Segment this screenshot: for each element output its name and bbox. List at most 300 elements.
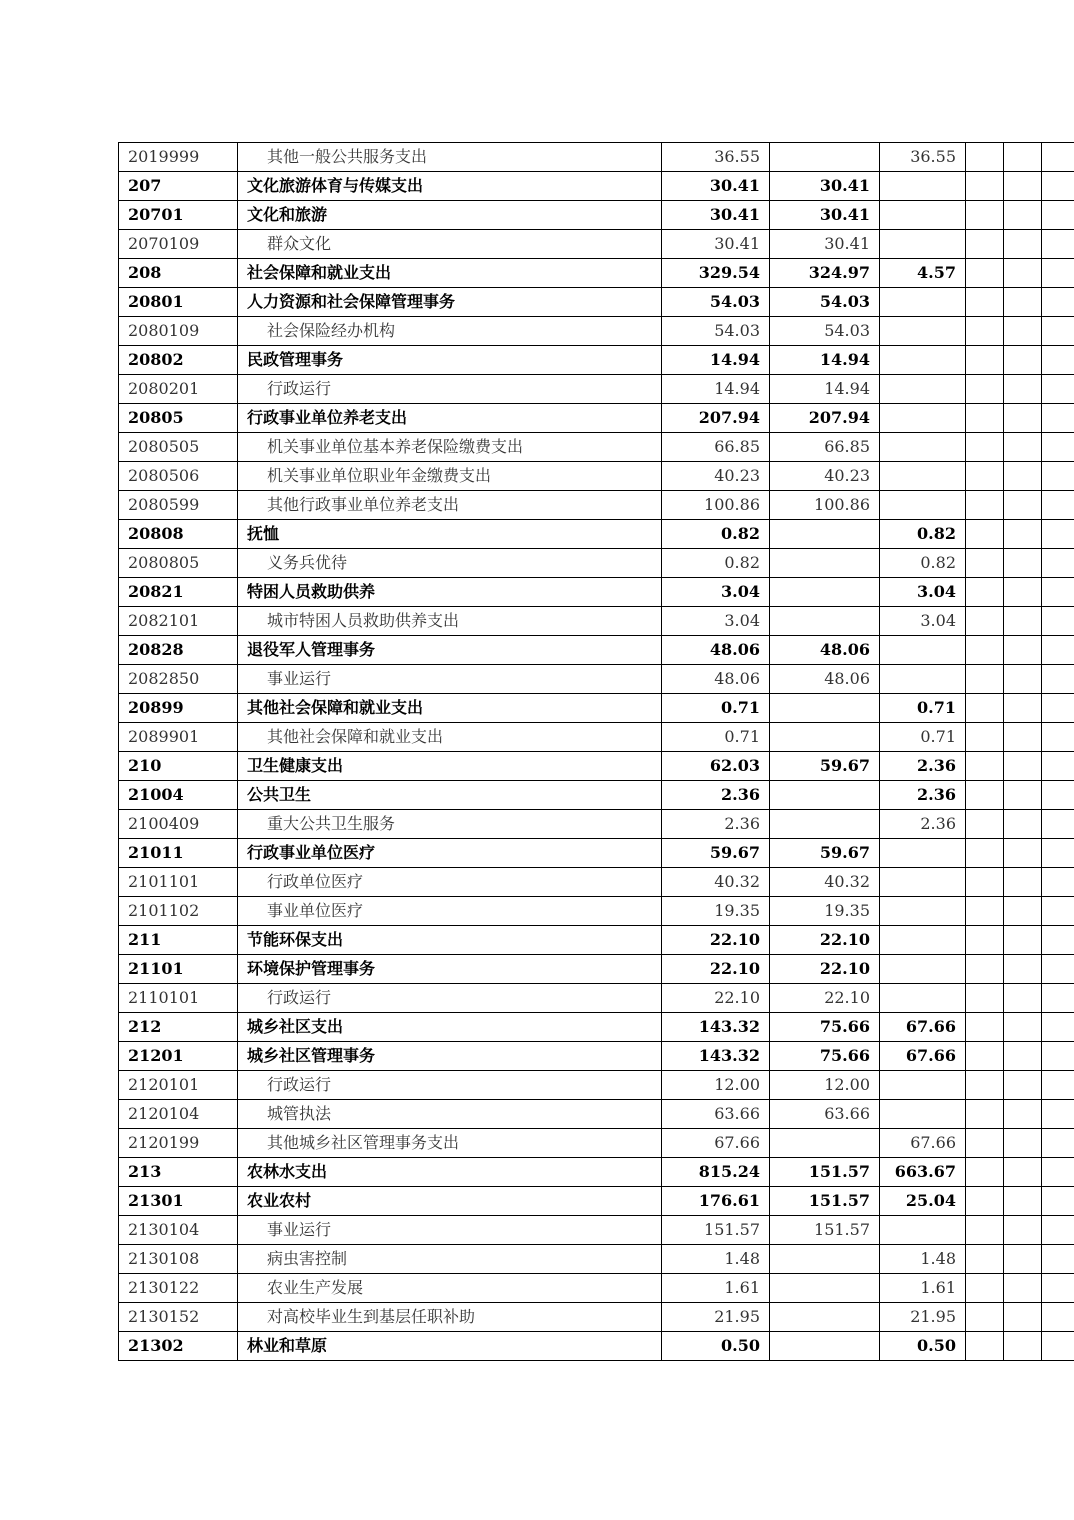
row-total: 22.10 bbox=[662, 955, 770, 984]
row-empty-3 bbox=[1042, 926, 1074, 955]
row-empty-2 bbox=[1004, 810, 1042, 839]
row-project bbox=[880, 636, 966, 665]
row-code: 2080201 bbox=[119, 375, 238, 404]
row-empty-2 bbox=[1004, 1013, 1042, 1042]
row-name: 城市特困人员救助供养支出 bbox=[238, 607, 662, 636]
row-name: 城乡社区支出 bbox=[238, 1013, 662, 1042]
row-empty-1 bbox=[966, 375, 1004, 404]
row-empty-1 bbox=[966, 1129, 1004, 1158]
row-empty-3 bbox=[1042, 839, 1074, 868]
row-basic: 12.00 bbox=[770, 1071, 880, 1100]
table-row bbox=[119, 694, 1074, 723]
row-empty-1 bbox=[966, 549, 1004, 578]
row-code: 207 bbox=[119, 172, 238, 201]
row-name: 城管执法 bbox=[238, 1100, 662, 1129]
row-basic: 48.06 bbox=[770, 636, 880, 665]
row-basic bbox=[770, 143, 880, 172]
row-basic bbox=[770, 1332, 880, 1361]
row-project bbox=[880, 201, 966, 230]
row-empty-1 bbox=[966, 1013, 1004, 1042]
row-basic: 54.03 bbox=[770, 317, 880, 346]
row-empty-3 bbox=[1042, 694, 1074, 723]
row-project: 2.36 bbox=[880, 781, 966, 810]
row-empty-2 bbox=[1004, 1187, 1042, 1216]
row-empty-2 bbox=[1004, 1332, 1042, 1361]
row-basic: 66.85 bbox=[770, 433, 880, 462]
row-empty-3 bbox=[1042, 1042, 1074, 1071]
row-project bbox=[880, 462, 966, 491]
row-total: 67.66 bbox=[662, 1129, 770, 1158]
row-project: 4.57 bbox=[880, 259, 966, 288]
row-empty-3 bbox=[1042, 665, 1074, 694]
row-basic: 30.41 bbox=[770, 201, 880, 230]
row-project: 3.04 bbox=[880, 578, 966, 607]
row-name: 农林水支出 bbox=[238, 1158, 662, 1187]
row-code: 2080505 bbox=[119, 433, 238, 462]
row-empty-3 bbox=[1042, 1303, 1074, 1332]
row-empty-1 bbox=[966, 578, 1004, 607]
row-project bbox=[880, 230, 966, 259]
row-name: 特困人员救助供养 bbox=[238, 578, 662, 607]
row-name: 节能环保支出 bbox=[238, 926, 662, 955]
table-row bbox=[119, 926, 1074, 955]
row-empty-1 bbox=[966, 636, 1004, 665]
row-total: 30.41 bbox=[662, 230, 770, 259]
table-row bbox=[119, 1158, 1074, 1187]
row-project: 36.55 bbox=[880, 143, 966, 172]
row-total: 30.41 bbox=[662, 172, 770, 201]
row-empty-1 bbox=[966, 1187, 1004, 1216]
row-empty-2 bbox=[1004, 259, 1042, 288]
row-name: 行政事业单位医疗 bbox=[238, 839, 662, 868]
row-name: 退役军人管理事务 bbox=[238, 636, 662, 665]
row-basic: 22.10 bbox=[770, 984, 880, 1013]
row-name: 其他一般公共服务支出 bbox=[238, 143, 662, 172]
row-name: 抚恤 bbox=[238, 520, 662, 549]
row-total: 151.57 bbox=[662, 1216, 770, 1245]
row-total: 54.03 bbox=[662, 288, 770, 317]
row-empty-1 bbox=[966, 346, 1004, 375]
row-total: 48.06 bbox=[662, 636, 770, 665]
row-code: 2130108 bbox=[119, 1245, 238, 1274]
row-empty-2 bbox=[1004, 172, 1042, 201]
row-code: 21101 bbox=[119, 955, 238, 984]
row-empty-1 bbox=[966, 288, 1004, 317]
row-code: 20805 bbox=[119, 404, 238, 433]
row-empty-3 bbox=[1042, 1187, 1074, 1216]
row-basic: 22.10 bbox=[770, 955, 880, 984]
row-total: 22.10 bbox=[662, 926, 770, 955]
row-total: 143.32 bbox=[662, 1013, 770, 1042]
row-empty-3 bbox=[1042, 955, 1074, 984]
row-empty-1 bbox=[966, 1274, 1004, 1303]
row-empty-1 bbox=[966, 1158, 1004, 1187]
row-empty-3 bbox=[1042, 1274, 1074, 1303]
row-empty-3 bbox=[1042, 1216, 1074, 1245]
row-empty-2 bbox=[1004, 230, 1042, 259]
row-empty-2 bbox=[1004, 201, 1042, 230]
row-total: 1.48 bbox=[662, 1245, 770, 1274]
row-project: 2.36 bbox=[880, 752, 966, 781]
row-project bbox=[880, 1100, 966, 1129]
row-empty-3 bbox=[1042, 897, 1074, 926]
row-empty-2 bbox=[1004, 1071, 1042, 1100]
row-name: 文化和旅游 bbox=[238, 201, 662, 230]
row-basic: 324.97 bbox=[770, 259, 880, 288]
row-project bbox=[880, 955, 966, 984]
row-project bbox=[880, 839, 966, 868]
row-empty-3 bbox=[1042, 230, 1074, 259]
row-project bbox=[880, 375, 966, 404]
row-empty-3 bbox=[1042, 433, 1074, 462]
row-total: 1.61 bbox=[662, 1274, 770, 1303]
row-total: 22.10 bbox=[662, 984, 770, 1013]
table-row bbox=[119, 317, 1074, 346]
table-row bbox=[119, 955, 1074, 984]
row-code: 20801 bbox=[119, 288, 238, 317]
row-name: 重大公共卫生服务 bbox=[238, 810, 662, 839]
row-total: 143.32 bbox=[662, 1042, 770, 1071]
row-project: 0.71 bbox=[880, 694, 966, 723]
row-empty-2 bbox=[1004, 404, 1042, 433]
table-row bbox=[119, 375, 1074, 404]
row-empty-3 bbox=[1042, 723, 1074, 752]
row-code: 2080109 bbox=[119, 317, 238, 346]
row-empty-3 bbox=[1042, 491, 1074, 520]
row-empty-2 bbox=[1004, 375, 1042, 404]
row-basic bbox=[770, 520, 880, 549]
row-total: 2.36 bbox=[662, 810, 770, 839]
row-name: 文化旅游体育与传媒支出 bbox=[238, 172, 662, 201]
row-code: 2130122 bbox=[119, 1274, 238, 1303]
row-empty-3 bbox=[1042, 1013, 1074, 1042]
row-code: 2100409 bbox=[119, 810, 238, 839]
row-basic bbox=[770, 1274, 880, 1303]
row-empty-3 bbox=[1042, 578, 1074, 607]
row-empty-1 bbox=[966, 433, 1004, 462]
row-name: 行政运行 bbox=[238, 375, 662, 404]
row-empty-1 bbox=[966, 694, 1004, 723]
row-basic: 151.57 bbox=[770, 1187, 880, 1216]
row-basic bbox=[770, 781, 880, 810]
row-code: 2019999 bbox=[119, 143, 238, 172]
row-project bbox=[880, 868, 966, 897]
row-total: 329.54 bbox=[662, 259, 770, 288]
row-total: 48.06 bbox=[662, 665, 770, 694]
row-empty-1 bbox=[966, 1071, 1004, 1100]
row-empty-1 bbox=[966, 984, 1004, 1013]
row-empty-3 bbox=[1042, 1245, 1074, 1274]
row-basic: 54.03 bbox=[770, 288, 880, 317]
table-row bbox=[119, 1216, 1074, 1245]
row-empty-2 bbox=[1004, 781, 1042, 810]
table-row bbox=[119, 288, 1074, 317]
row-basic bbox=[770, 607, 880, 636]
row-empty-2 bbox=[1004, 1303, 1042, 1332]
table-row bbox=[119, 868, 1074, 897]
row-empty-1 bbox=[966, 1100, 1004, 1129]
row-project bbox=[880, 433, 966, 462]
row-project bbox=[880, 1071, 966, 1100]
table-row bbox=[119, 1013, 1074, 1042]
row-total: 3.04 bbox=[662, 607, 770, 636]
table-row bbox=[119, 839, 1074, 868]
row-basic bbox=[770, 1245, 880, 1274]
row-basic: 59.67 bbox=[770, 839, 880, 868]
row-empty-1 bbox=[966, 143, 1004, 172]
row-code: 21201 bbox=[119, 1042, 238, 1071]
row-basic: 19.35 bbox=[770, 897, 880, 926]
row-project: 663.67 bbox=[880, 1158, 966, 1187]
table-row bbox=[119, 1245, 1074, 1274]
row-name: 事业单位医疗 bbox=[238, 897, 662, 926]
row-basic: 48.06 bbox=[770, 665, 880, 694]
row-empty-2 bbox=[1004, 636, 1042, 665]
row-empty-2 bbox=[1004, 1100, 1042, 1129]
row-empty-2 bbox=[1004, 839, 1042, 868]
row-basic: 63.66 bbox=[770, 1100, 880, 1129]
row-project bbox=[880, 172, 966, 201]
row-code: 21004 bbox=[119, 781, 238, 810]
row-total: 59.67 bbox=[662, 839, 770, 868]
row-empty-2 bbox=[1004, 288, 1042, 317]
row-project bbox=[880, 897, 966, 926]
row-project: 0.50 bbox=[880, 1332, 966, 1361]
row-name: 群众文化 bbox=[238, 230, 662, 259]
row-code: 21011 bbox=[119, 839, 238, 868]
row-basic: 40.32 bbox=[770, 868, 880, 897]
row-empty-2 bbox=[1004, 1216, 1042, 1245]
row-code: 21301 bbox=[119, 1187, 238, 1216]
row-total: 0.50 bbox=[662, 1332, 770, 1361]
row-empty-2 bbox=[1004, 433, 1042, 462]
row-name: 公共卫生 bbox=[238, 781, 662, 810]
row-name: 人力资源和社会保障管理事务 bbox=[238, 288, 662, 317]
row-empty-2 bbox=[1004, 1274, 1042, 1303]
row-empty-2 bbox=[1004, 1042, 1042, 1071]
row-code: 212 bbox=[119, 1013, 238, 1042]
row-empty-3 bbox=[1042, 259, 1074, 288]
row-empty-1 bbox=[966, 259, 1004, 288]
row-empty-1 bbox=[966, 607, 1004, 636]
row-code: 2130104 bbox=[119, 1216, 238, 1245]
row-empty-2 bbox=[1004, 462, 1042, 491]
row-empty-2 bbox=[1004, 868, 1042, 897]
row-name: 其他社会保障和就业支出 bbox=[238, 694, 662, 723]
row-empty-3 bbox=[1042, 984, 1074, 1013]
table-row bbox=[119, 752, 1074, 781]
row-project: 25.04 bbox=[880, 1187, 966, 1216]
row-basic: 30.41 bbox=[770, 172, 880, 201]
row-code: 2080506 bbox=[119, 462, 238, 491]
table-row bbox=[119, 230, 1074, 259]
row-total: 14.94 bbox=[662, 375, 770, 404]
row-project: 0.82 bbox=[880, 549, 966, 578]
row-project: 21.95 bbox=[880, 1303, 966, 1332]
row-code: 2070109 bbox=[119, 230, 238, 259]
row-basic bbox=[770, 723, 880, 752]
row-empty-1 bbox=[966, 1332, 1004, 1361]
row-empty-1 bbox=[966, 781, 1004, 810]
row-empty-2 bbox=[1004, 317, 1042, 346]
row-empty-3 bbox=[1042, 810, 1074, 839]
row-total: 815.24 bbox=[662, 1158, 770, 1187]
row-empty-3 bbox=[1042, 868, 1074, 897]
row-code: 2101101 bbox=[119, 868, 238, 897]
row-code: 210 bbox=[119, 752, 238, 781]
row-empty-1 bbox=[966, 1303, 1004, 1332]
row-empty-1 bbox=[966, 1216, 1004, 1245]
row-total: 21.95 bbox=[662, 1303, 770, 1332]
row-basic bbox=[770, 1303, 880, 1332]
row-total: 12.00 bbox=[662, 1071, 770, 1100]
row-project: 3.04 bbox=[880, 607, 966, 636]
row-name: 对高校毕业生到基层任职补助 bbox=[238, 1303, 662, 1332]
table-row bbox=[119, 1187, 1074, 1216]
table-row bbox=[119, 1071, 1074, 1100]
row-name: 事业运行 bbox=[238, 1216, 662, 1245]
row-basic: 207.94 bbox=[770, 404, 880, 433]
table-row bbox=[119, 462, 1074, 491]
row-name: 环境保护管理事务 bbox=[238, 955, 662, 984]
row-code: 213 bbox=[119, 1158, 238, 1187]
row-project bbox=[880, 1216, 966, 1245]
row-total: 66.85 bbox=[662, 433, 770, 462]
row-empty-1 bbox=[966, 230, 1004, 259]
row-total: 40.32 bbox=[662, 868, 770, 897]
table-row bbox=[119, 549, 1074, 578]
row-empty-2 bbox=[1004, 955, 1042, 984]
row-basic bbox=[770, 810, 880, 839]
row-total: 63.66 bbox=[662, 1100, 770, 1129]
table-row bbox=[119, 1303, 1074, 1332]
table-row bbox=[119, 201, 1074, 230]
row-empty-1 bbox=[966, 926, 1004, 955]
row-empty-1 bbox=[966, 520, 1004, 549]
row-total: 100.86 bbox=[662, 491, 770, 520]
row-basic: 22.10 bbox=[770, 926, 880, 955]
row-project bbox=[880, 317, 966, 346]
table-row bbox=[119, 810, 1074, 839]
row-code: 2110101 bbox=[119, 984, 238, 1013]
row-code: 2101102 bbox=[119, 897, 238, 926]
row-empty-3 bbox=[1042, 520, 1074, 549]
row-empty-3 bbox=[1042, 317, 1074, 346]
row-code: 20808 bbox=[119, 520, 238, 549]
row-name: 其他社会保障和就业支出 bbox=[238, 723, 662, 752]
table-row bbox=[119, 1042, 1074, 1071]
row-basic: 151.57 bbox=[770, 1158, 880, 1187]
row-code: 20828 bbox=[119, 636, 238, 665]
row-project bbox=[880, 346, 966, 375]
table-row bbox=[119, 607, 1074, 636]
row-name: 社会保险经办机构 bbox=[238, 317, 662, 346]
row-project: 1.48 bbox=[880, 1245, 966, 1274]
row-basic: 100.86 bbox=[770, 491, 880, 520]
row-empty-2 bbox=[1004, 694, 1042, 723]
row-empty-3 bbox=[1042, 172, 1074, 201]
row-name: 其他城乡社区管理事务支出 bbox=[238, 1129, 662, 1158]
row-basic bbox=[770, 694, 880, 723]
row-empty-3 bbox=[1042, 549, 1074, 578]
table-row bbox=[119, 1332, 1074, 1361]
row-total: 62.03 bbox=[662, 752, 770, 781]
row-empty-1 bbox=[966, 665, 1004, 694]
table-row bbox=[119, 723, 1074, 752]
row-code: 2082101 bbox=[119, 607, 238, 636]
row-code: 2120101 bbox=[119, 1071, 238, 1100]
row-name: 城乡社区管理事务 bbox=[238, 1042, 662, 1071]
row-code: 20701 bbox=[119, 201, 238, 230]
table-row bbox=[119, 259, 1074, 288]
row-empty-1 bbox=[966, 839, 1004, 868]
row-code: 20899 bbox=[119, 694, 238, 723]
row-total: 0.82 bbox=[662, 549, 770, 578]
row-project: 0.82 bbox=[880, 520, 966, 549]
row-empty-3 bbox=[1042, 404, 1074, 433]
row-total: 0.82 bbox=[662, 520, 770, 549]
row-code: 208 bbox=[119, 259, 238, 288]
row-name: 机关事业单位基本养老保险缴费支出 bbox=[238, 433, 662, 462]
row-project: 1.61 bbox=[880, 1274, 966, 1303]
row-empty-3 bbox=[1042, 1100, 1074, 1129]
row-project: 0.71 bbox=[880, 723, 966, 752]
table-row bbox=[119, 433, 1074, 462]
row-empty-2 bbox=[1004, 926, 1042, 955]
row-empty-2 bbox=[1004, 520, 1042, 549]
row-empty-1 bbox=[966, 1245, 1004, 1274]
table-row bbox=[119, 1274, 1074, 1303]
row-code: 2120199 bbox=[119, 1129, 238, 1158]
row-basic: 75.66 bbox=[770, 1042, 880, 1071]
row-code: 21302 bbox=[119, 1332, 238, 1361]
row-empty-2 bbox=[1004, 984, 1042, 1013]
row-empty-1 bbox=[966, 723, 1004, 752]
table-row bbox=[119, 520, 1074, 549]
row-empty-2 bbox=[1004, 665, 1042, 694]
row-name: 病虫害控制 bbox=[238, 1245, 662, 1274]
row-empty-2 bbox=[1004, 1158, 1042, 1187]
row-total: 36.55 bbox=[662, 143, 770, 172]
row-empty-1 bbox=[966, 868, 1004, 897]
row-empty-2 bbox=[1004, 723, 1042, 752]
row-total: 14.94 bbox=[662, 346, 770, 375]
table-row bbox=[119, 897, 1074, 926]
row-name: 其他行政事业单位养老支出 bbox=[238, 491, 662, 520]
row-code: 2080805 bbox=[119, 549, 238, 578]
row-total: 3.04 bbox=[662, 578, 770, 607]
row-total: 207.94 bbox=[662, 404, 770, 433]
row-empty-3 bbox=[1042, 143, 1074, 172]
row-empty-2 bbox=[1004, 1245, 1042, 1274]
row-empty-1 bbox=[966, 317, 1004, 346]
row-empty-3 bbox=[1042, 462, 1074, 491]
row-project bbox=[880, 404, 966, 433]
row-basic: 59.67 bbox=[770, 752, 880, 781]
row-name: 社会保障和就业支出 bbox=[238, 259, 662, 288]
row-name: 卫生健康支出 bbox=[238, 752, 662, 781]
row-empty-3 bbox=[1042, 346, 1074, 375]
row-basic: 14.94 bbox=[770, 375, 880, 404]
row-empty-2 bbox=[1004, 607, 1042, 636]
row-project: 67.66 bbox=[880, 1013, 966, 1042]
table-row bbox=[119, 491, 1074, 520]
row-total: 0.71 bbox=[662, 694, 770, 723]
row-name: 民政管理事务 bbox=[238, 346, 662, 375]
row-name: 行政运行 bbox=[238, 1071, 662, 1100]
row-code: 20821 bbox=[119, 578, 238, 607]
row-empty-1 bbox=[966, 1042, 1004, 1071]
